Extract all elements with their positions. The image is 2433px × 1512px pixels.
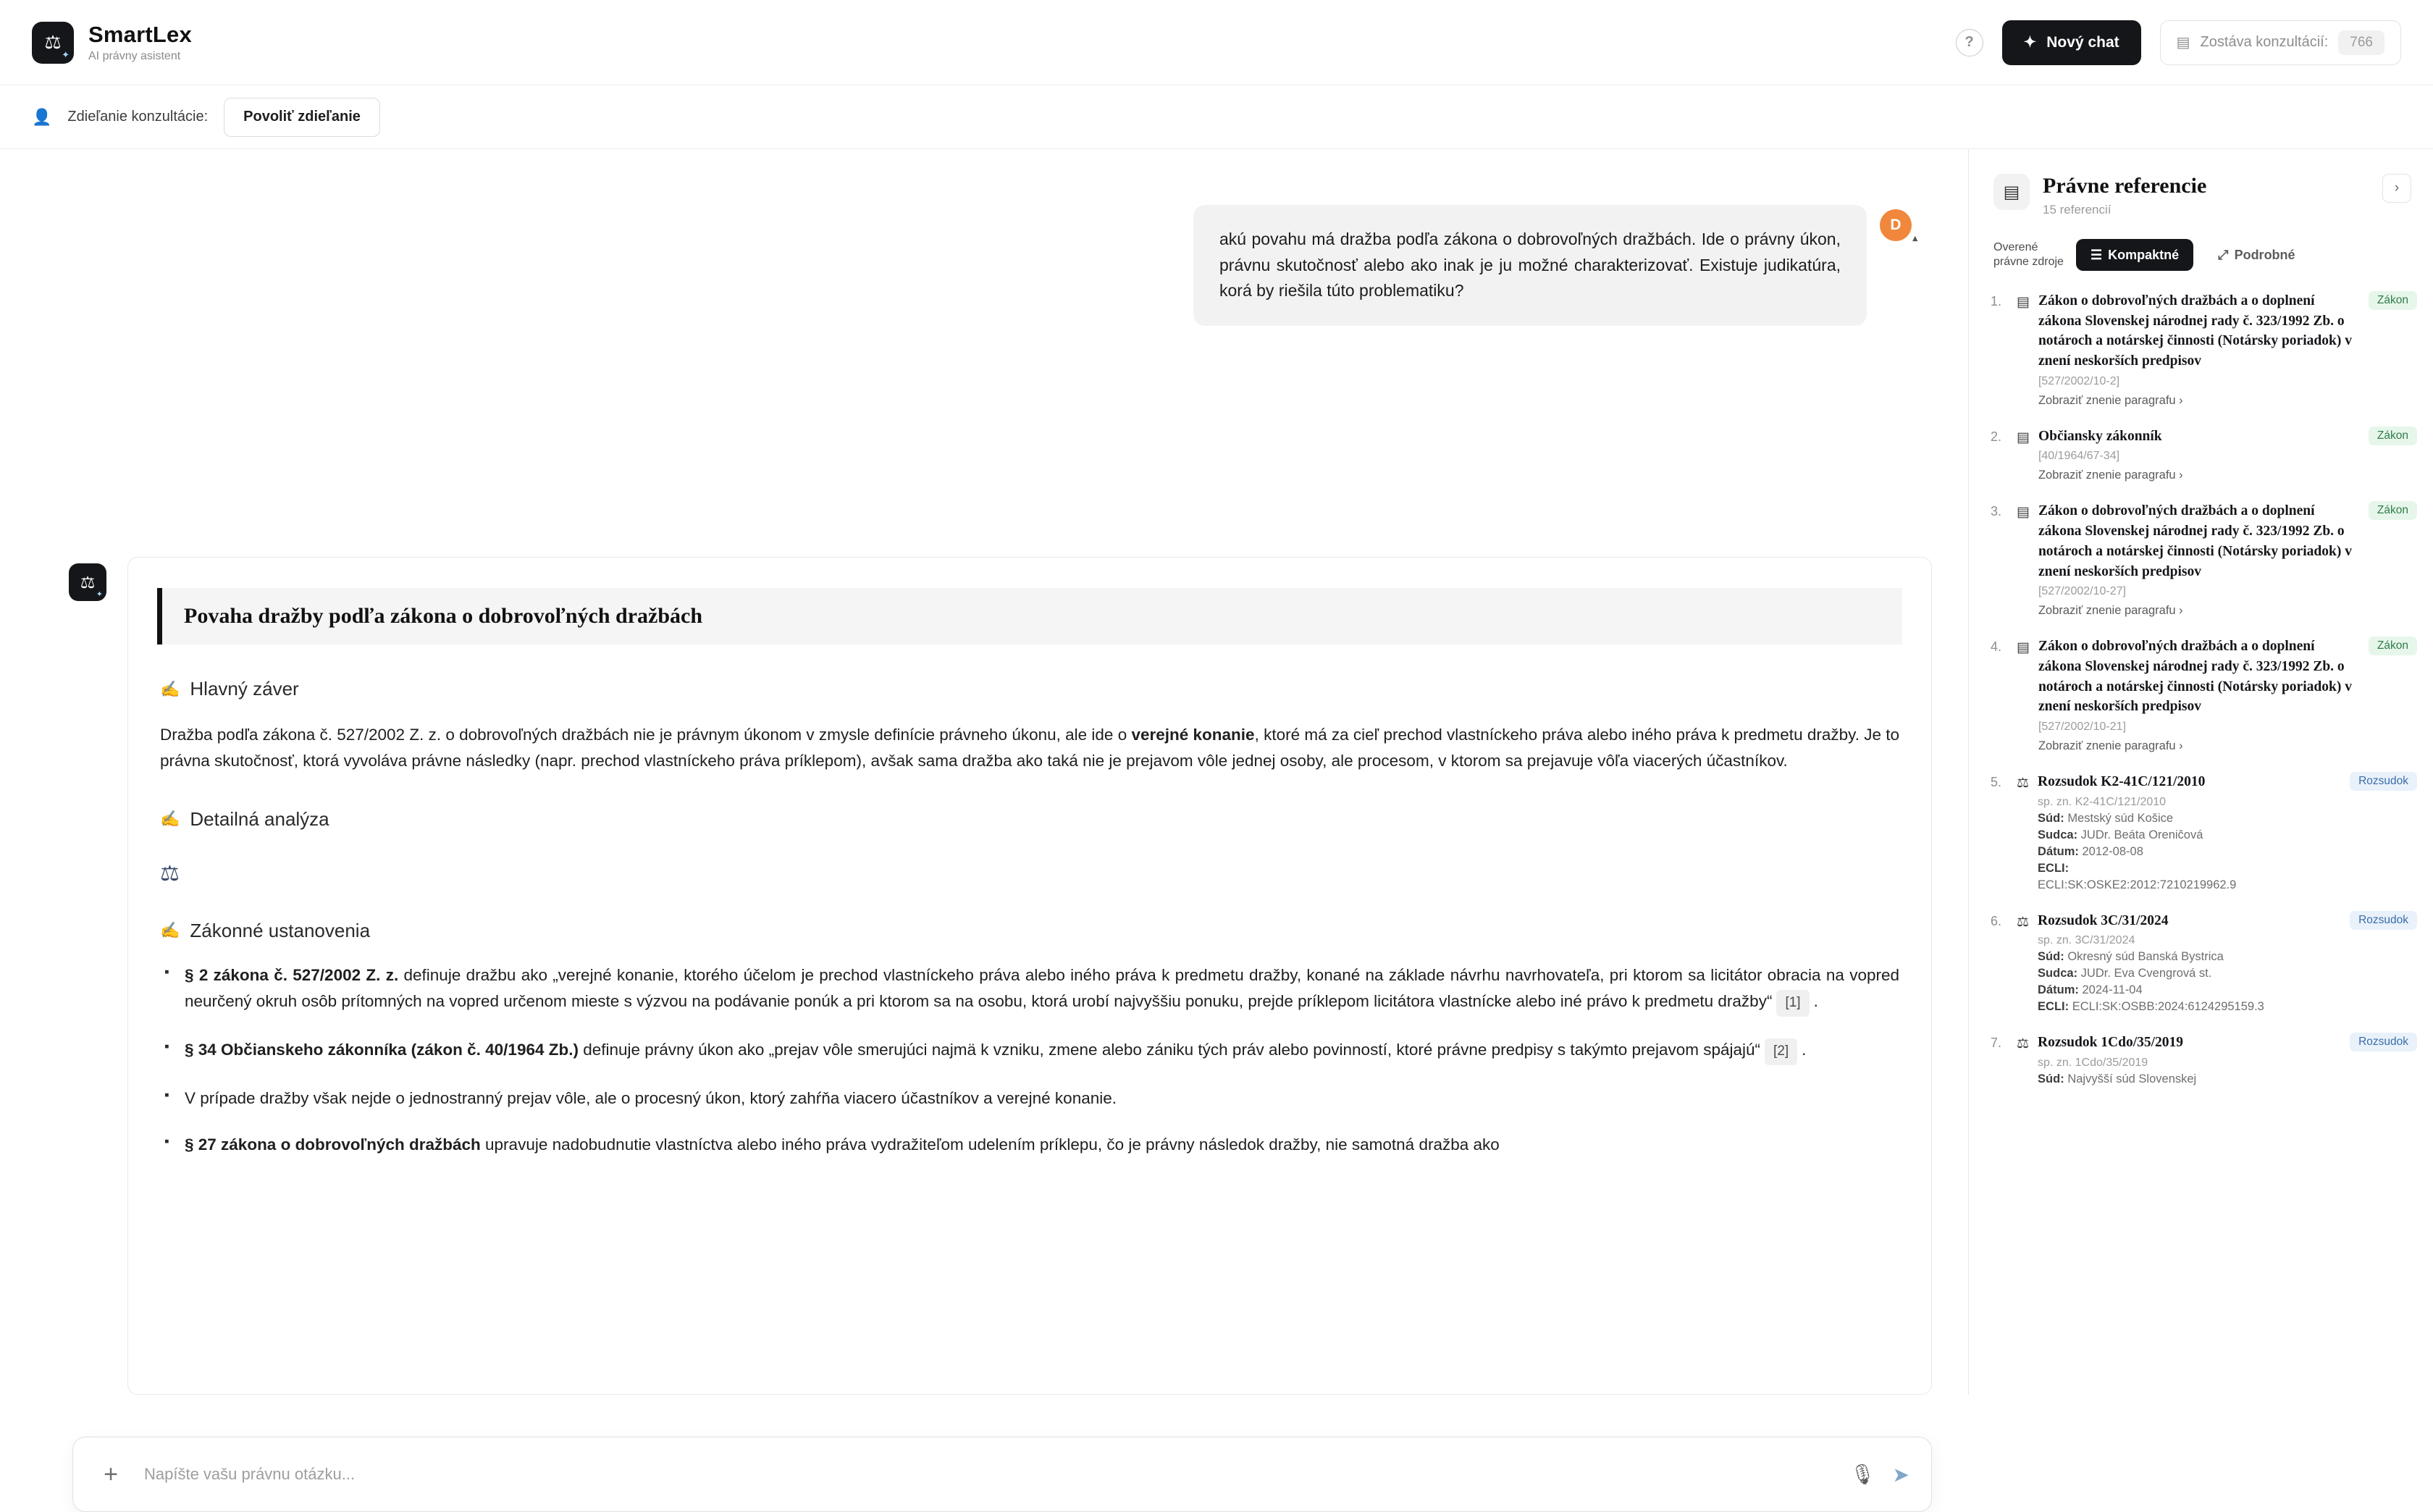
list-item[interactable]	[1991, 772, 2417, 892]
reference-link-label: Zobraziť znenie paragrafu	[2038, 604, 2176, 618]
references-panel	[1968, 149, 2433, 1395]
pin-icon: ✍	[160, 810, 180, 828]
reference-index: 6.	[1991, 913, 2002, 928]
avatar[interactable]	[1880, 209, 1917, 243]
list-item[interactable]	[1991, 637, 2417, 753]
paragraph-part-1: Dražba podľa zákona č. 527/2002 Z. z. o dobrovoľných dražbách nie je právnym úkonom v zmysle definície právneho úkonu, ale ide o	[160, 726, 1132, 744]
pin-icon: ✍	[160, 679, 180, 698]
reference-link-label: Zobraziť znenie paragrafu	[2038, 469, 2176, 482]
reference-link[interactable]: Zobraziť znenie paragrafu ›	[2038, 739, 2183, 752]
reference-title: Zákon o dobrovoľných dražbách a o doplnení zákona Slovenskej národnej rady č. 323/1992 Zb. o notároch a notárskej činnosti (Notársky poriadok) v znení neskorších predpisov	[2038, 503, 2352, 579]
judge-label: Sudca:	[2038, 967, 2078, 980]
sparkle-icon: ✦	[62, 49, 70, 60]
law-book-icon: ▤	[2017, 640, 2030, 656]
reference-index: 3.	[1991, 504, 2002, 519]
reference-title: Zákon o dobrovoľných dražbách a o doplnení zákona Slovenskej národnej rady č. 323/1992 Zb. o notároch a notárskej činnosti (Notársky poriadok) v znení neskorších predpisov	[2038, 293, 2352, 369]
reference-index: 7.	[1991, 1036, 2002, 1051]
send-icon[interactable]: ➤	[1892, 1463, 1909, 1486]
section-heading-main-label: Hlavný záver	[190, 678, 299, 700]
reference-meta: [40/1964/67-34]	[2038, 450, 2120, 463]
provision-list	[160, 962, 1899, 1159]
reference-link-label: Zobraziť znenie paragrafu	[2038, 739, 2176, 752]
reference-meta: [527/2002/10-21]	[2038, 720, 2126, 733]
list-item	[160, 1037, 1899, 1065]
share-label: Zdieľanie konzultácie:	[67, 109, 209, 125]
provision-reference: § 2 zákona č. 527/2002 Z. z.	[185, 965, 399, 984]
scales-icon: ⚖	[2017, 775, 2030, 791]
status-badge: Rozsudok	[2350, 772, 2417, 791]
status-badge: Zákon	[2369, 501, 2417, 520]
references-header	[1969, 149, 2433, 217]
paragraph-part-2: , ktoré má za cieľ prechod vlastníckeho práva alebo iného práva k predmetu dražby. Je to právna skutočnosť, ktorá vyvoláva právne následky (napr. prechod vlastníckeho práva príklepom), avšak sama dražba ako taká nie je prejavom vôle jednej osoby, ale procesom, v ktorom sa prejavuje vôľa viacerých účastníkov.	[160, 726, 1899, 770]
reference-title: Zákon o dobrovoľných dražbách a o doplnení zákona Slovenskej národnej rady č. 323/1992 Zb. o notároch a notárskej činnosti (Notársky poriadok) v znení neskorších predpisov	[2038, 639, 2352, 715]
judge-value: JUDr. Eva Cvengrová st.	[2080, 967, 2212, 980]
new-chat-button[interactable]	[2002, 20, 2141, 65]
plus-icon[interactable]: +	[104, 1460, 118, 1488]
ecli-label: ECLI:	[2038, 861, 2069, 875]
law-book-icon: ▤	[2017, 295, 2030, 310]
search-input[interactable]	[144, 1465, 1833, 1484]
status-badge: Zákon	[2369, 291, 2417, 310]
view-mode-compact[interactable]	[2076, 239, 2193, 271]
judge-value: JUDr. Beáta Oreničová	[2080, 828, 2203, 841]
status-badge: Rozsudok	[2350, 1033, 2417, 1051]
reference-link[interactable]: Zobraziť znenie paragrafu ›	[2038, 393, 2183, 407]
section-heading-provisions	[160, 920, 1902, 942]
reference-title: Rozsudok K2-41C/121/2010	[2038, 773, 2206, 789]
page-title: Povaha dražby podľa zákona o dobrovoľných dražbách	[184, 604, 703, 628]
ecli-value: ECLI:SK:OSBB:2024:6124295159.3	[2072, 1000, 2264, 1014]
law-book-icon: ▤	[2017, 505, 2030, 521]
citation-chip[interactable]: [2]	[1765, 1038, 1797, 1065]
reference-link[interactable]: Zobraziť znenie paragrafu ›	[2038, 469, 2183, 482]
reference-title: Občiansky zákonník	[2038, 428, 2162, 444]
assistant-answer-card	[127, 557, 1932, 1395]
provision-text: definuje dražbu ako „verejné konanie, ktorého účelom je prechod vlastníckeho práva alebo iného práva k predmetu dražby, konané na základe návrhu navrhovateľa, pri ktorom sa licitátor obracia na vopred neurčený okruh osôb prítomných na vopred určenom mieste s výzvou na podávanie ponúk a pri ktorom sa na osobu, ktorá urobí najvyššiu ponuku, prejde príklepom licitátora vlastnícke alebo iné právo k predmetu dražby“	[185, 965, 1899, 1011]
status-badge: Zákon	[2369, 637, 2417, 655]
user-share-icon: 👤	[32, 107, 52, 126]
brand[interactable]	[32, 22, 192, 64]
provision-reference: § 27 zákona o dobrovoľných dražbách	[185, 1135, 481, 1154]
reference-meta: [527/2002/10-27]	[2038, 585, 2126, 598]
enable-sharing-button[interactable]: Povoliť zdieľanie	[224, 98, 380, 137]
view-mode-detailed-label: Podrobné	[2234, 247, 2295, 262]
references-title: Právne referencie	[2043, 174, 2207, 198]
ecli-label: ECLI:	[2038, 1000, 2069, 1014]
list-item	[160, 1085, 1899, 1112]
sparkle-icon: ✦	[2023, 34, 2037, 51]
scales-icon: ⚖	[2017, 914, 2030, 930]
provision-tail: .	[1802, 1041, 1807, 1059]
references-list	[1969, 291, 2433, 1086]
references-toolbar	[1993, 239, 2411, 271]
list-item	[160, 1132, 1899, 1158]
verified-sources-label: Overené právne zdroje	[1993, 241, 2064, 268]
reference-meta: sp. zn. 1Cdo/35/2019	[2038, 1057, 2148, 1069]
message-composer[interactable]	[72, 1437, 1932, 1512]
reference-meta: sp. zn. K2-41C/121/2010	[2038, 795, 2167, 808]
references-count: 15 referencií	[2043, 203, 2111, 217]
court-label: Súd:	[2038, 811, 2064, 825]
chevron-right-icon[interactable]: ›	[2382, 174, 2411, 203]
scales-icon: ⚖ ✦	[32, 22, 74, 64]
credits-value: 766	[2338, 30, 2384, 55]
assistant-avatar-icon: ⚖ ✦	[69, 563, 106, 601]
date-value: 2024-11-04	[2082, 983, 2143, 997]
answer-title-block	[157, 588, 1902, 644]
status-badge: Zákon	[2369, 427, 2417, 445]
conversation-area	[0, 149, 1968, 1488]
top-bar-actions	[1956, 20, 2401, 65]
main-conclusion-paragraph	[160, 722, 1899, 775]
reference-index: 5.	[1991, 774, 2002, 789]
date-value: 2012-08-08	[2082, 844, 2143, 858]
reference-title: Rozsudok 1Cdo/35/2019	[2038, 1035, 2184, 1051]
avatar-initial: D	[1890, 217, 1902, 233]
paragraph-emphasis: verejné konanie	[1131, 726, 1255, 744]
court-value: Mestský súd Košice	[2067, 811, 2174, 825]
reference-link[interactable]: Zobraziť znenie paragrafu ›	[2038, 604, 2183, 618]
top-bar	[0, 0, 2433, 85]
section-heading-main	[160, 678, 1902, 700]
section-heading-detail-label: Detailná analýza	[190, 807, 329, 830]
pin-icon: ✍	[160, 921, 180, 940]
court-label: Súd:	[2038, 1072, 2064, 1085]
list-item[interactable]	[1991, 291, 2417, 408]
avatar-badge-icon: ▴	[1912, 232, 1917, 243]
list-item	[160, 962, 1899, 1017]
date-label: Dátum:	[2038, 844, 2079, 858]
provision-text: V prípade dražby však nejde o jednostranný prejav vôle, ale o procesný úkon, ktorý zahŕňa viacero účastníkov a verejné konanie.	[185, 1088, 1117, 1107]
provision-tail: .	[1813, 992, 1818, 1011]
ecli-value: ECLI:SK:OSKE2:2012:7210219962.9	[2038, 878, 2237, 891]
law-book-icon: ▤	[2017, 429, 2030, 445]
reference-link-label: Zobraziť znenie paragrafu	[2038, 393, 2176, 407]
section-heading-provisions-label: Zákonné ustanovenia	[190, 919, 371, 941]
credits-label: Zostáva konzultácií:	[2200, 34, 2329, 50]
brand-tagline: AI právny asistent	[88, 50, 181, 62]
court-value: Najvyšší súd Slovenskej	[2067, 1072, 2197, 1085]
court-label: Súd:	[2038, 950, 2064, 964]
user-message-row	[0, 205, 1968, 326]
list-item[interactable]	[1991, 1033, 2417, 1086]
share-bar	[0, 85, 2433, 149]
book-icon: ▤	[1993, 174, 2030, 210]
reference-meta: [527/2002/10-2]	[2038, 374, 2120, 387]
court-value: Okresný súd Banská Bystrica	[2067, 950, 2224, 964]
expand-icon: ⤢	[2218, 247, 2229, 262]
date-label: Dátum:	[2038, 983, 2079, 997]
view-mode-detailed[interactable]	[2203, 239, 2309, 271]
scales-icon: ⚖	[160, 861, 180, 886]
provision-reference: § 34 Občianskeho zákonníka (zákon č. 40/1964 Zb.)	[185, 1041, 579, 1059]
reference-index: 2.	[1991, 429, 2002, 444]
status-badge: Rozsudok	[2350, 911, 2417, 930]
card-icon: ▤	[2176, 35, 2190, 51]
microphone-icon[interactable]: 🎙	[1850, 1463, 1875, 1485]
list-item[interactable]	[1991, 501, 2417, 618]
reference-meta: sp. zn. 3C/31/2024	[2038, 934, 2135, 947]
reference-title: Rozsudok 3C/31/2024	[2038, 912, 2169, 928]
citation-chip[interactable]: [1]	[1776, 990, 1809, 1017]
view-mode-compact-label: Kompaktné	[2108, 247, 2180, 262]
scales-icon: ⚖	[2017, 1036, 2030, 1052]
list-icon: ☰	[2090, 247, 2103, 262]
question-mark-icon[interactable]: ?	[1956, 29, 1983, 56]
user-message: akú povahu má dražba podľa zákona o dobrovoľných dražbách. Ide o právny úkon, právnu skutočnosť alebo ako inak je ju možné charakterizovať. Existuje judikatúra, korá by riešila túto problematiku?	[1193, 205, 1867, 326]
list-item[interactable]	[1991, 911, 2417, 1015]
provision-text: definuje právny úkon ako „prejav vôle smerujúci najmä k vzniku, zmene alebo zániku tých práv alebo povinností, ktoré právne predpisy s takýmto prejavom spájajú“	[578, 1041, 1761, 1059]
judge-label: Sudca:	[2038, 828, 2078, 841]
brand-title: SmartLex	[88, 22, 192, 47]
list-item[interactable]	[1991, 427, 2417, 483]
provision-text: upravuje nadobudnutie vlastníctva alebo iného práva vydražiteľom udelením príklepu, čo je právny následok dražby, nie samotná dražba ako	[480, 1135, 1500, 1154]
reference-index: 1.	[1991, 294, 2002, 308]
sparkle-icon: ✦	[96, 590, 103, 599]
new-chat-label: Nový chat	[2046, 33, 2119, 51]
section-heading-detail	[160, 808, 1902, 831]
reference-index: 4.	[1991, 639, 2002, 655]
credits-indicator	[2160, 20, 2401, 65]
